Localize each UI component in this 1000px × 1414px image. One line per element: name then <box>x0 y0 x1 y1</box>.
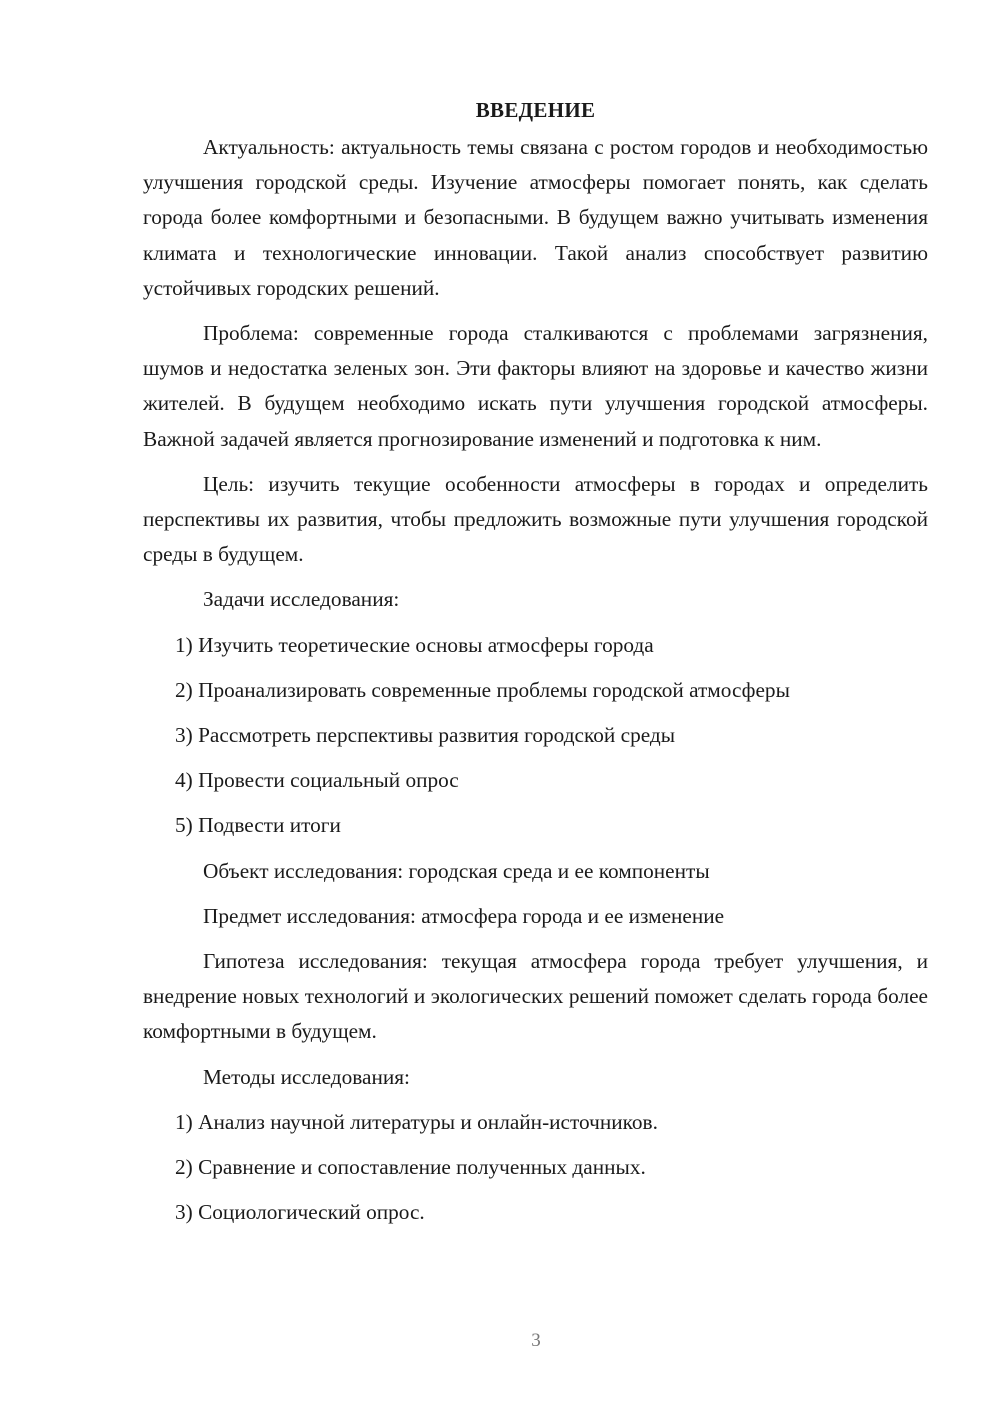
research-subject: Предмет исследования: атмосфера города и ее изменение <box>203 903 725 928</box>
task-item-2: 2) Проанализировать современные проблемы городской атмосферы <box>175 677 790 702</box>
task-item-1: 1) Изучить теоретические основы атмосферы города <box>175 632 654 657</box>
task-item-4: 4) Провести социальный опрос <box>175 768 459 793</box>
paragraph-hypothesis: Гипотеза исследования: текущая атмосфера города требует улучшения, и внедрение новых технологий и экологических решений поможет сделать города более комфортными в будущем. <box>143 949 928 1044</box>
page-number: 3 <box>531 1330 541 1351</box>
document-page <box>143 92 928 1240</box>
research-object: Объект исследования: городская среда и ее компоненты <box>203 858 710 883</box>
tasks-heading: Задачи исследования: <box>203 587 400 612</box>
method-item-3: 3) Социологический опрос. <box>175 1200 425 1225</box>
methods-heading: Методы исследования: <box>203 1064 410 1089</box>
task-item-5: 5) Подвести итоги <box>175 813 341 838</box>
paragraph-goal: Цель: изучить текущие особенности атмосферы в городах и определить перспективы их развития, чтобы предложить возможные пути улучшения городской среды в будущем. <box>143 471 928 567</box>
method-item-2: 2) Сравнение и сопоставление полученных данных. <box>175 1155 646 1180</box>
paragraph-problem: Проблема: современные города сталкиваются с проблемами загрязнения, шумов и недостатка зеленых зон. Эти факторы влияют на здоровье и качество жизни жителей. В будущем необходимо искать пути улучшения городской атмосферы. Важной задачей является прогнозирование изменений и подготовка к ним. <box>143 321 928 451</box>
paragraph-relevance: Актуальность: актуальность темы связана с ростом городов и необходимостью улучшения городской среды. Изучение атмосферы помогает понять, как сделать города более комфортными и безопасными. В будущем важно учитывать изменения климата и технологические инновации. Такой анализ способствует развитию устойчивых городских решений. <box>143 135 928 300</box>
task-item-3: 3) Рассмотреть перспективы развития городской среды <box>175 723 676 748</box>
document-title: ВВЕДЕНИЕ <box>475 98 596 122</box>
method-item-1: 1) Анализ научной литературы и онлайн-источников. <box>175 1109 658 1134</box>
